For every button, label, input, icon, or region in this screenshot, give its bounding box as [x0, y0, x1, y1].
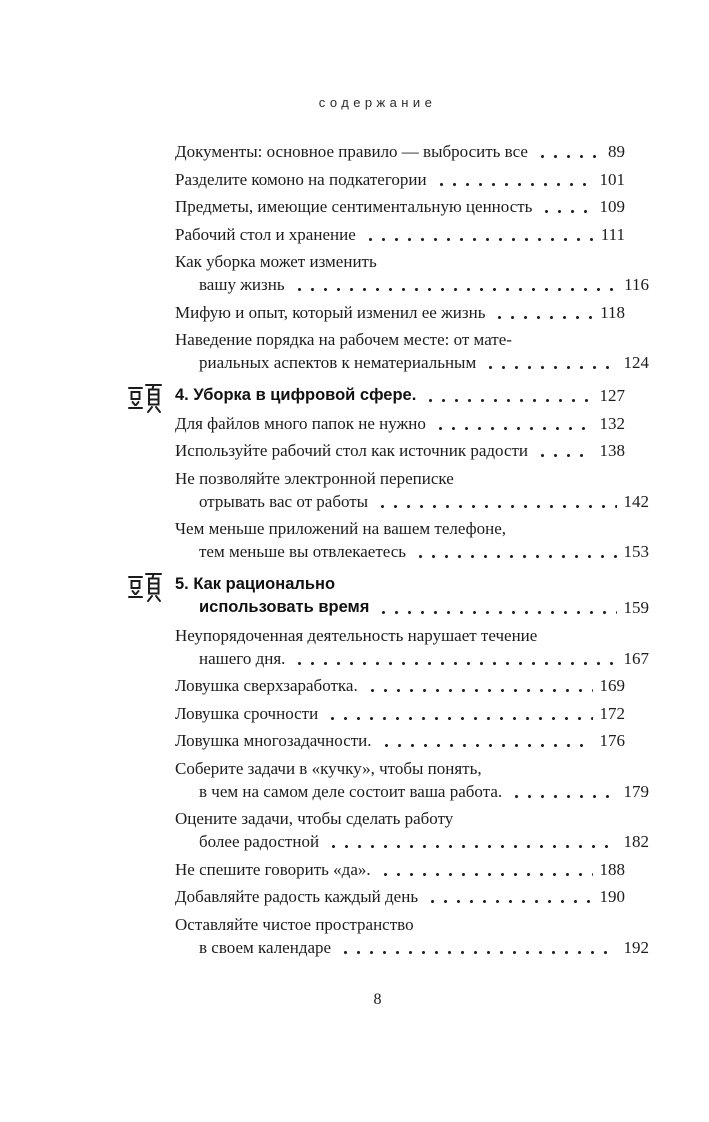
entry-text: Не позволяйте электронной переписке [175, 468, 454, 488]
toc-entry [175, 467, 649, 513]
toc-entry [175, 412, 625, 435]
entry-row [175, 168, 625, 191]
entry-page-number: 176 [599, 731, 625, 750]
kanji-head-icon [127, 380, 163, 416]
page-number-footer: 8 [373, 991, 382, 1008]
entry-page-number: 116 [624, 275, 649, 294]
toc-entry [175, 674, 625, 697]
entry-page-number: 182 [623, 832, 649, 851]
entry-text: Ловушка многозадачности. [175, 731, 372, 750]
entry-text: Ловушка срочности [175, 703, 319, 723]
toc-entry [175, 223, 625, 246]
entry-text: использовать время [199, 598, 370, 616]
entry-text: Чем меньше приложений на вашем телефоне, [175, 519, 507, 538]
entry-text: 5. Как рационально [175, 575, 336, 593]
toc-entry [175, 250, 649, 296]
toc-entry [175, 702, 625, 725]
dot-leader [536, 453, 592, 458]
entry-text: Документы: основное правило — выбросить все [175, 142, 528, 161]
entry-page-number: 188 [599, 859, 625, 879]
dot-leader [434, 426, 593, 431]
toc-entry [175, 624, 649, 670]
dot-leader [364, 237, 594, 242]
entry-page-number: 153 [623, 542, 649, 561]
entry-row [175, 439, 625, 462]
entry-text: 4. Уборка в цифровой сфере. [175, 386, 417, 404]
entry-row [175, 729, 625, 752]
entry-text: Используйте рабочий стол как источник радости [175, 441, 529, 460]
entry-page-number: 179 [623, 781, 649, 801]
entry-page-number: 101 [599, 169, 625, 189]
toc-section-heading [175, 573, 649, 619]
entry-row [175, 195, 625, 218]
dot-leader [293, 661, 616, 666]
entry-page-number: 138 [599, 441, 625, 460]
dot-leader [510, 794, 616, 799]
entry-text: Предметы, имеющие сентиментальную ценность [175, 197, 533, 216]
entry-text: в своем календаре [199, 937, 332, 957]
entry-text: Оставляйте чистое пространство [175, 914, 414, 934]
entry-row [175, 490, 649, 513]
entry-row [175, 412, 625, 435]
entry-page-number: 127 [599, 386, 625, 405]
entry-text: Наведение порядка на рабочем месте: от мате- [175, 330, 512, 349]
entry-page-number: 142 [623, 491, 649, 511]
entry-text: нашего дня. [199, 648, 286, 668]
entry-page-number: 124 [623, 353, 649, 372]
entry-text: Как уборка может изменить [175, 252, 377, 271]
toc-entry [175, 301, 625, 324]
entry-page-number: 192 [623, 937, 649, 957]
entry-row [175, 273, 649, 296]
entry-text: тем меньше вы отвлекаетесь [199, 542, 407, 561]
dot-leader [376, 504, 616, 509]
entry-text: отрывать вас от работы [199, 491, 369, 511]
dot-leader [484, 365, 616, 370]
entry-row [175, 674, 625, 697]
kanji-head-icon [127, 569, 163, 605]
entry-page-number: 167 [623, 648, 649, 668]
entry-row [175, 780, 649, 803]
dot-leader [379, 872, 593, 877]
toc-entry [175, 517, 649, 563]
entry-text: Оцените задачи, чтобы сделать работу [175, 809, 454, 828]
entry-row [175, 301, 625, 324]
entry-row [175, 351, 649, 374]
toc-section-heading [175, 384, 625, 407]
entry-page-number: 89 [608, 142, 625, 161]
toc-entry [175, 168, 625, 191]
entry-text: вашу жизнь [199, 275, 285, 294]
entry-text: Мифую и опыт, который изменил ее жизнь [175, 302, 486, 322]
entry-row [175, 885, 625, 908]
toc-entry [175, 439, 625, 462]
dot-leader [326, 716, 592, 721]
entry-text: более радостной [199, 832, 320, 851]
entry-row [175, 702, 625, 725]
entry-page-number: 132 [599, 413, 625, 433]
entry-row [175, 647, 649, 670]
entry-row [175, 384, 625, 407]
entry-row [175, 223, 625, 246]
dot-leader [339, 950, 616, 955]
toc-entry [175, 858, 625, 881]
entry-page-number: 172 [599, 703, 625, 723]
entry-text: Добавляйте радость каждый день [175, 887, 419, 906]
entry-row [175, 596, 649, 619]
dot-leader [380, 743, 593, 748]
entry-text: Рабочий стол и хранение [175, 224, 356, 244]
toc-list [175, 140, 649, 963]
entry-page-number: 169 [599, 676, 625, 695]
dot-leader [424, 398, 592, 403]
dot-leader [414, 554, 616, 559]
entry-row [175, 858, 625, 881]
entry-text: риальных аспектов к нематериальным [199, 353, 477, 372]
dot-leader [493, 315, 593, 320]
entry-text: Для файлов много папок не нужно [175, 413, 426, 433]
entry-row [175, 140, 625, 163]
toc-entry [175, 807, 649, 853]
entry-row [175, 540, 649, 563]
dot-leader [327, 844, 616, 849]
page-title: содержание [318, 95, 437, 110]
dot-leader [435, 182, 593, 187]
dot-leader [377, 610, 616, 615]
entry-text: Ловушка сверхзаработка. [175, 676, 358, 695]
dot-leader [366, 688, 593, 693]
toc-entry [175, 328, 649, 374]
entry-row [175, 936, 649, 959]
dot-leader [426, 899, 592, 904]
entry-text: в чем на самом деле состоит ваша работа. [199, 781, 503, 801]
toc-entry [175, 913, 649, 959]
entry-page-number: 111 [600, 224, 625, 244]
toc-entry [175, 885, 625, 908]
entry-text: Неупорядоченная деятельность нарушает течение [175, 625, 538, 645]
dot-leader [536, 154, 601, 159]
entry-page-number: 109 [599, 197, 625, 216]
dot-leader [293, 287, 618, 292]
entry-text: Разделите комоно на подкатегории [175, 169, 427, 189]
entry-text: Не спешите говорить «да». [175, 859, 371, 879]
entry-text: Соберите задачи в «кучку», чтобы понять, [175, 758, 482, 778]
toc-entry [175, 757, 649, 803]
toc-entry [175, 140, 625, 163]
dot-leader [540, 209, 592, 214]
entry-row [175, 830, 649, 853]
entry-page-number: 159 [623, 598, 649, 617]
entry-page-number: 118 [600, 302, 625, 322]
entry-page-number: 190 [599, 887, 625, 906]
toc-entry [175, 729, 625, 752]
toc-entry [175, 195, 625, 218]
